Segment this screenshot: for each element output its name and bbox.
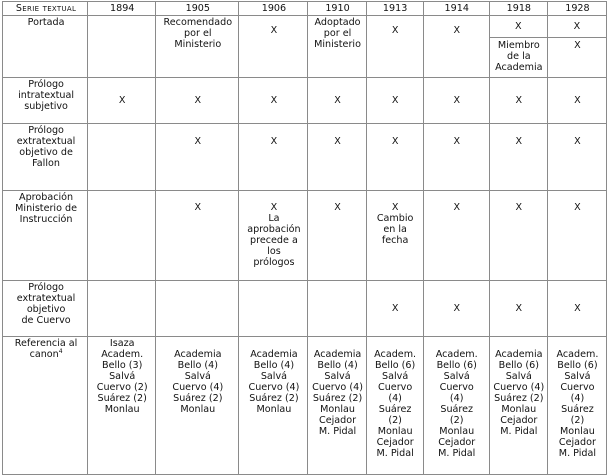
canon-line: Cejador xyxy=(319,415,357,426)
label-line: extratextual xyxy=(16,293,76,304)
x-mark: X xyxy=(423,281,489,337)
cell-1918-split xyxy=(489,16,547,78)
canon-line: Monlau xyxy=(104,404,140,415)
canon-line: (4) xyxy=(570,393,585,404)
header-year: 1918 xyxy=(489,2,547,16)
cell-line: los xyxy=(267,246,281,257)
header-year: 1894 xyxy=(88,2,156,16)
label-line: Prólogo xyxy=(28,79,64,90)
canon-line: Academ. xyxy=(435,349,478,360)
canon-line: (2) xyxy=(449,415,464,426)
canon-line: (2) xyxy=(388,415,402,426)
canon-line: Salvá xyxy=(109,371,136,382)
row-prologo-fallon xyxy=(3,124,607,191)
canon-line: Cuervo (4) xyxy=(248,382,300,393)
label-line: Instrucción xyxy=(19,214,73,225)
row-label-prologo-intratextual xyxy=(3,78,88,124)
header-year: 1914 xyxy=(423,2,489,16)
canon-line: Salvá xyxy=(260,371,288,382)
canon-line: M. Pidal xyxy=(500,426,538,437)
canon-line: Suárez (2) xyxy=(494,393,544,404)
x-mark: X xyxy=(270,24,278,36)
cell-line: Academia xyxy=(495,62,543,73)
cell-line: por el xyxy=(184,28,212,39)
row-referencia-canon xyxy=(3,337,607,475)
x-mark: X xyxy=(489,281,547,337)
canon-cell-1905 xyxy=(156,337,239,475)
label-line: Ministerio de xyxy=(15,203,77,214)
cell-line: Cambio xyxy=(376,213,414,224)
canon-line: Bello (4) xyxy=(177,360,218,371)
canon-line: Bello (3) xyxy=(102,360,143,371)
label-line: Aprobación xyxy=(19,192,74,203)
canon-line: Bello (6) xyxy=(498,360,539,371)
row-prologo-intratextual xyxy=(3,78,607,124)
label-line: extratextual xyxy=(16,136,76,147)
x-mark: X xyxy=(423,191,489,281)
canon-line: Suárez xyxy=(378,404,412,415)
canon-line: Monlau xyxy=(501,404,537,415)
cell-line: Adoptado xyxy=(314,17,361,28)
label-text: canon xyxy=(29,349,59,360)
cell-line: por el xyxy=(323,28,352,39)
canon-line: Cuervo xyxy=(378,382,413,393)
header-year: 1913 xyxy=(366,2,423,16)
x-mark: X xyxy=(548,16,606,38)
cell-line: prólogos xyxy=(253,257,295,268)
cell-1894 xyxy=(88,16,156,78)
canon-line: Academia xyxy=(250,349,298,360)
canon-cell-1913 xyxy=(366,337,423,475)
footnote-marker: 4 xyxy=(58,347,63,355)
label-line xyxy=(7,349,85,360)
canon-line: M. Pidal xyxy=(318,426,357,437)
canon-line: M. Pidal xyxy=(438,448,476,459)
x-mark: X xyxy=(453,24,461,36)
canon-line: Suárez xyxy=(561,404,594,415)
canon-line: Cuervo xyxy=(439,382,474,393)
canon-line: Suárez (2) xyxy=(312,393,363,404)
canon-line: Salvá xyxy=(443,371,470,382)
cell-line: fecha xyxy=(381,235,409,246)
x-mark xyxy=(308,281,366,337)
canon-line: (4) xyxy=(388,393,402,404)
x-mark: X xyxy=(366,281,423,337)
canon-line: Cejador xyxy=(376,437,414,448)
x-mark xyxy=(88,281,156,337)
canon-cell-1894 xyxy=(88,337,156,475)
cell-line: de la xyxy=(507,51,531,62)
label-line: Portada xyxy=(27,17,65,28)
x-mark: X xyxy=(489,124,547,191)
textual-series-table xyxy=(2,1,607,475)
canon-line: Cuervo xyxy=(560,382,595,393)
canon-line: Salvá xyxy=(324,371,351,382)
cell-line: aprobación xyxy=(247,224,301,235)
x-mark: X xyxy=(239,78,308,124)
canon-line: Bello (6) xyxy=(374,360,416,371)
canon-cell-1914 xyxy=(423,337,489,475)
x-mark: X xyxy=(489,78,547,124)
label-line: objetivo de xyxy=(19,147,73,158)
canon-line: Monlau xyxy=(256,404,292,415)
canon-line: Suárez (2) xyxy=(249,393,299,404)
canon-line: Cuervo (4) xyxy=(493,382,545,393)
canon-line: Suárez (2) xyxy=(97,393,147,404)
label-line: Fallon xyxy=(32,158,60,169)
x-mark: X xyxy=(156,78,239,124)
label-line: objetivo xyxy=(26,304,66,315)
canon-line: Academia xyxy=(495,349,543,360)
label-line: intratextual xyxy=(18,90,75,101)
header-row xyxy=(3,2,607,16)
label-line: de Cuervo xyxy=(21,315,71,326)
x-mark: X xyxy=(156,124,239,191)
canon-cell-1928 xyxy=(547,337,606,475)
canon-line: Cuervo (2) xyxy=(96,382,148,393)
canon-line: Salvá xyxy=(382,371,409,382)
canon-line: Academ. xyxy=(556,349,599,360)
x-mark: X xyxy=(308,124,366,191)
canon-line: Bello (6) xyxy=(557,360,598,371)
x-mark: X xyxy=(156,191,239,281)
row-label-prologo-fallon xyxy=(3,124,88,191)
cell-line: Recomendado xyxy=(163,17,233,28)
header-year: 1928 xyxy=(547,2,606,16)
x-mark xyxy=(88,124,156,191)
x-mark: X xyxy=(308,78,366,124)
canon-line: Cuervo (4) xyxy=(312,382,363,393)
label-line: subjetivo xyxy=(24,101,68,112)
canon-line: M. Pidal xyxy=(376,448,414,459)
row-label-portada xyxy=(3,16,88,78)
header-year: 1905 xyxy=(156,2,239,16)
cell-line: precede a xyxy=(250,235,298,246)
row-label-referencia xyxy=(3,337,88,475)
canon-line: M. Pidal xyxy=(558,448,597,459)
canon-cell-1906 xyxy=(239,337,308,475)
x-mark: X xyxy=(239,124,308,191)
canon-line: Salvá xyxy=(564,371,591,382)
canon-line: Cejador xyxy=(438,437,476,448)
canon-line: Academ. xyxy=(101,349,144,360)
x-mark: X xyxy=(366,124,423,191)
cell-1910 xyxy=(308,16,366,78)
row-prologo-cuervo xyxy=(3,281,607,337)
row-portada xyxy=(3,16,607,78)
x-mark xyxy=(239,281,308,337)
x-mark: X xyxy=(88,78,156,124)
canon-line: Monlau xyxy=(560,426,595,437)
header-year: 1910 xyxy=(308,2,366,16)
cell-1906-mark xyxy=(239,16,308,78)
x-mark: X xyxy=(308,191,366,281)
header-year: 1906 xyxy=(239,2,308,16)
canon-line: Monlau xyxy=(377,426,413,437)
cell-line: en la xyxy=(383,224,407,235)
x-mark: X xyxy=(490,16,547,38)
x-mark xyxy=(156,281,239,337)
x-mark: X xyxy=(547,281,606,337)
x-mark: X xyxy=(366,78,423,124)
cell-1913-approval xyxy=(366,191,423,281)
cell-line: Ministerio xyxy=(314,39,361,50)
canon-line: Cejador xyxy=(500,415,538,426)
label-line: Referencia al xyxy=(14,338,78,349)
cell-1894 xyxy=(88,191,156,281)
cell-1913-mark xyxy=(366,16,423,78)
header-series-label: Serie textual xyxy=(3,2,88,16)
canon-line: Suárez xyxy=(440,404,474,415)
row-aprobacion xyxy=(3,191,607,281)
canon-line: Suárez (2) xyxy=(173,393,223,404)
x-mark: X xyxy=(391,202,399,213)
canon-line: Bello (4) xyxy=(317,360,358,371)
canon-line: Academia xyxy=(313,349,362,360)
cell-1914-mark xyxy=(423,16,489,78)
x-mark: X xyxy=(547,124,606,191)
row-label-prologo-cuervo xyxy=(3,281,88,337)
canon-cell-1918 xyxy=(489,337,547,475)
canon-line: Isaza xyxy=(109,338,135,349)
canon-cell-1910 xyxy=(308,337,366,475)
canon-line: Monlau xyxy=(320,404,355,415)
row-label-aprobacion xyxy=(3,191,88,281)
x-mark: X xyxy=(270,202,278,213)
canon-line: (4) xyxy=(449,393,464,404)
x-mark: X xyxy=(391,24,399,36)
cell-line: Ministerio xyxy=(174,39,222,50)
cell-1928-split xyxy=(547,16,606,78)
canon-line: Cuervo (4) xyxy=(172,382,224,393)
canon-line: Salvá xyxy=(184,371,211,382)
x-mark: X xyxy=(489,191,547,281)
canon-line: Monlau xyxy=(439,426,475,437)
x-mark: X xyxy=(423,124,489,191)
canon-line: (2) xyxy=(570,415,585,426)
cell-line: Miembro xyxy=(497,40,540,51)
canon-line: Cejador xyxy=(558,437,596,448)
canon-line: Academia xyxy=(174,349,222,360)
cell-1906-approval xyxy=(239,191,308,281)
x-mark: X xyxy=(423,78,489,124)
cell-1905 xyxy=(156,16,239,78)
cell-line: La xyxy=(268,213,280,224)
canon-line: Monlau xyxy=(180,404,216,415)
x-mark: X xyxy=(547,191,606,281)
label-line: Prólogo xyxy=(28,282,64,293)
canon-line: Academ. xyxy=(374,349,417,360)
canon-line: Bello (6) xyxy=(436,360,477,371)
canon-line: Salvá xyxy=(505,371,532,382)
label-line: Prólogo xyxy=(28,125,64,136)
x-mark: X xyxy=(547,78,606,124)
canon-line: Bello (4) xyxy=(253,360,295,371)
comparison-table-wrapper xyxy=(2,1,607,475)
x-mark: X xyxy=(574,40,581,51)
